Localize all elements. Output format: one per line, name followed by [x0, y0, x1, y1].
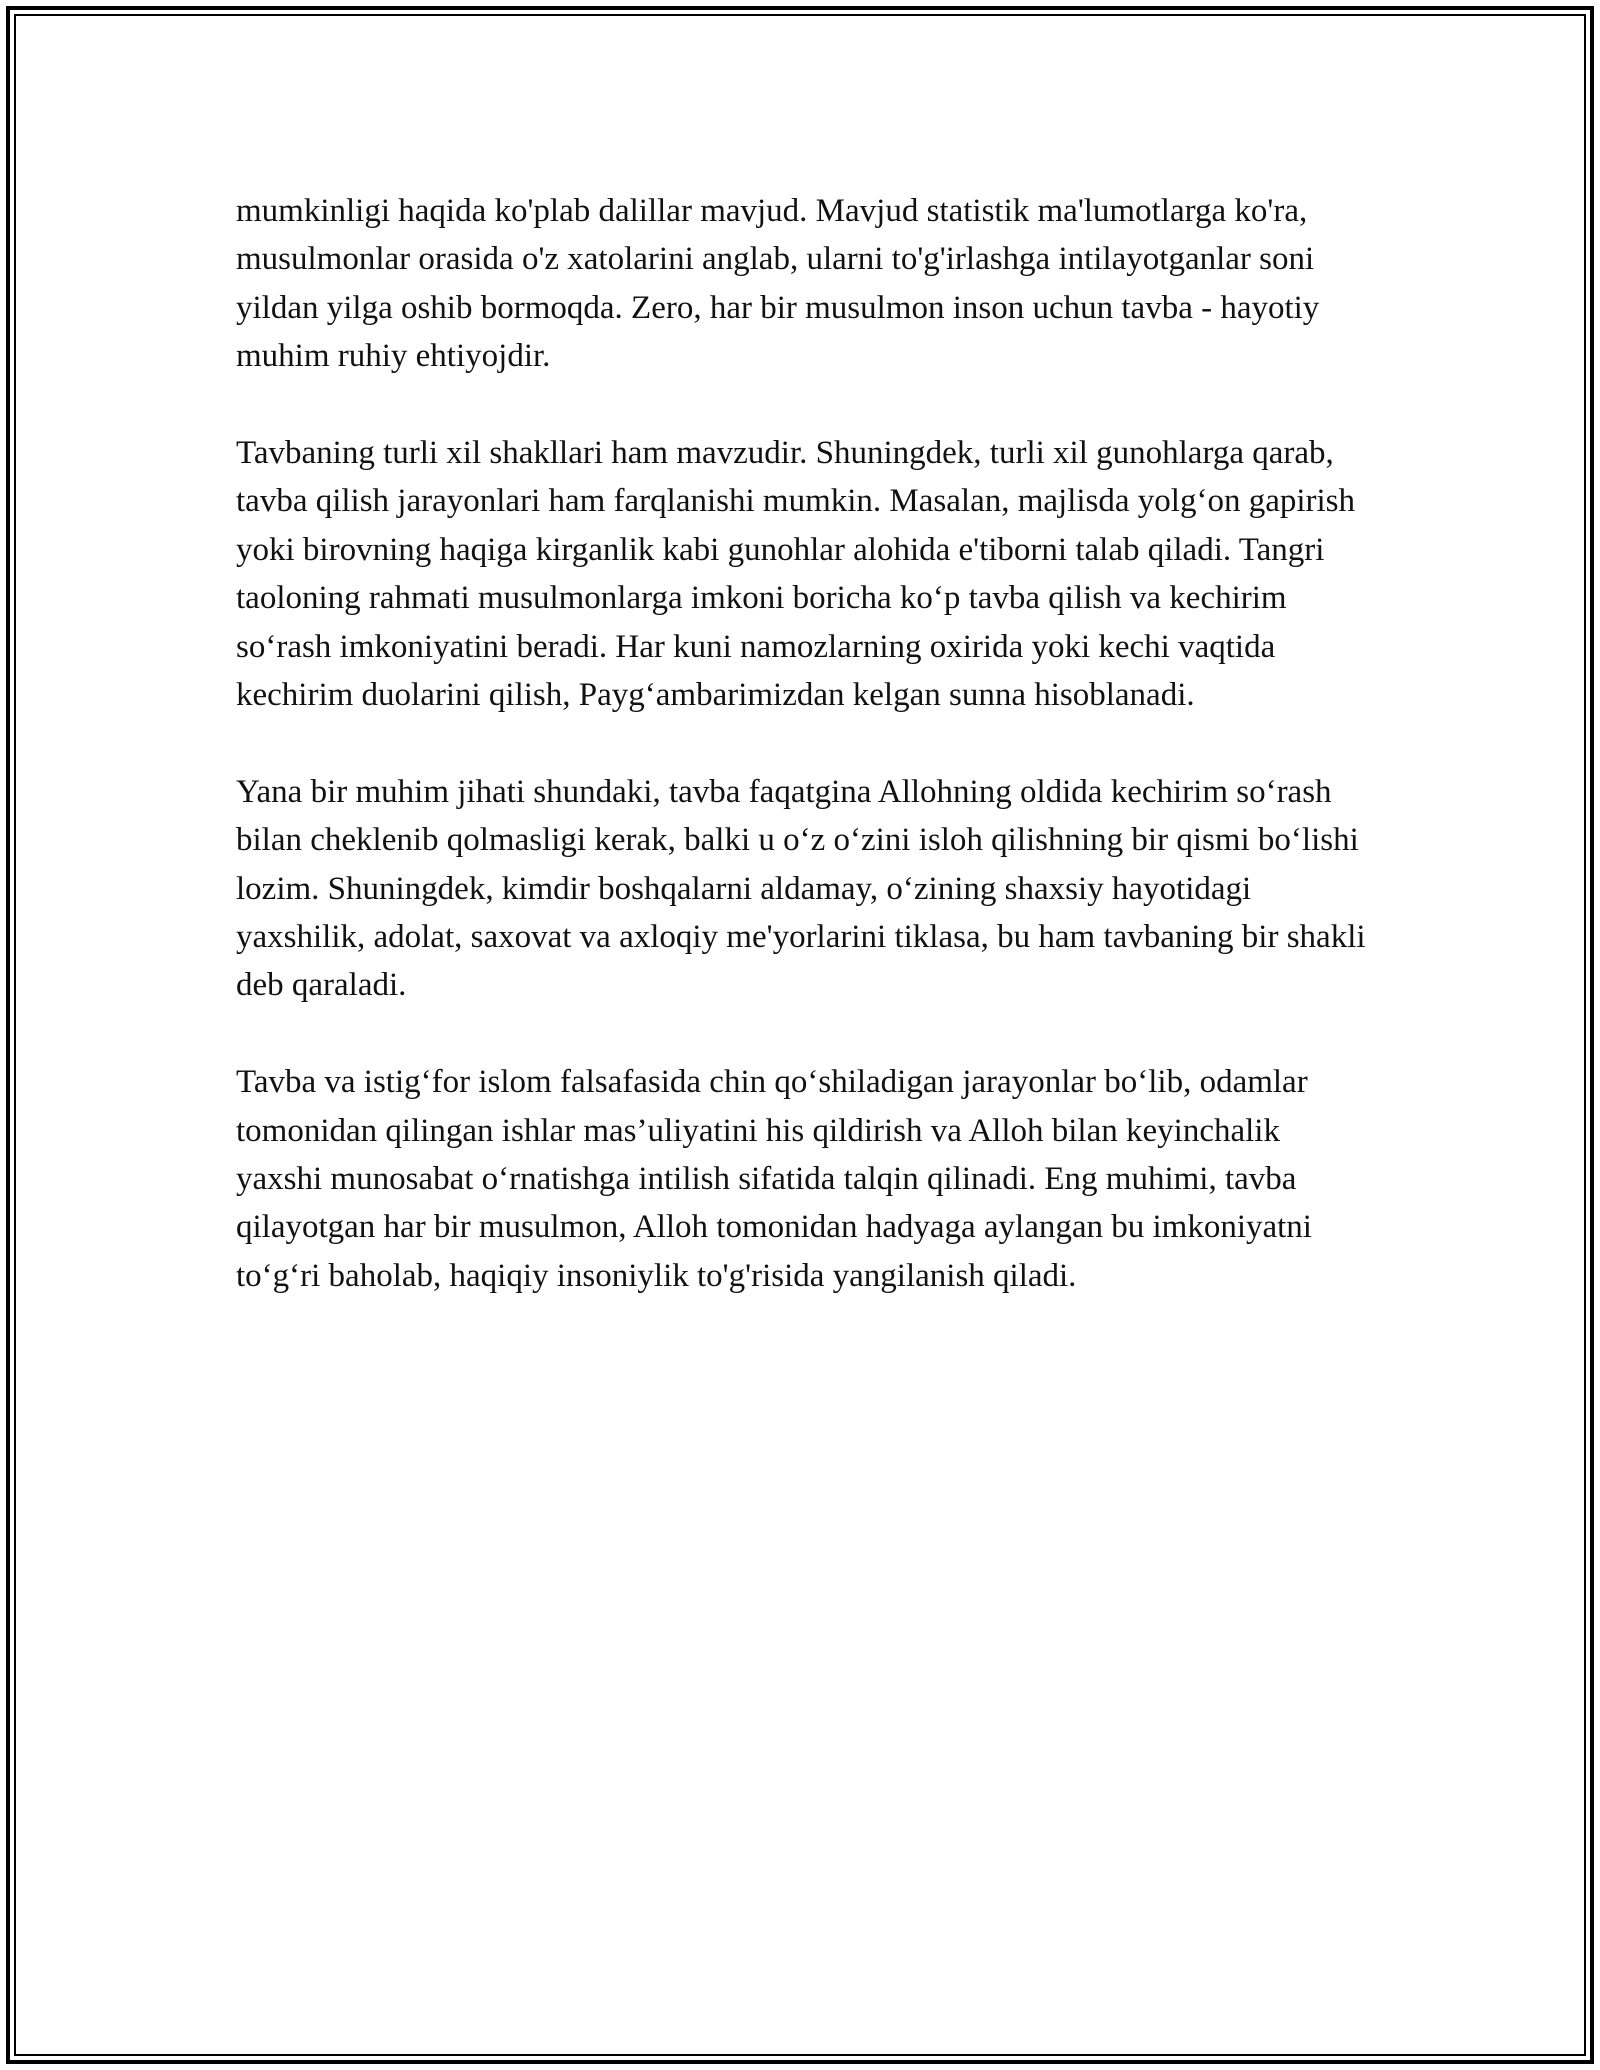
- paragraph-3: Yana bir muhim jihati shundaki, tavba faqatgina Allohning oldida kechirim so‘rash bilan cheklenib qolmasligi kerak, balki u o‘z o‘zini isloh qilishning bir qismi bo‘lishi lozim. Shuningdek, kimdir boshqalarni aldamay, o‘zining shaxsiy hayotidagi yaxshilik, adolat, saxovat va axloqiy me'yorlarini tiklasa, bu ham tavbaning bir shakli deb qaraladi.: [236, 773, 1366, 1004]
- document-body: [236, 187, 1366, 1349]
- paragraph-2: Tavbaning turli xil shakllari ham mavzudir. Shuningdek, turli xil gunohlarga qarab, tavba qilish jarayonlari ham farqlanishi mumkin. Masalan, majlisda yolg‘on gapirish yoki birovning haqiga kirganlik kabi gunohlar alohida e'tiborni talab qiladi. Tangri taoloning rahmati musulmonlarga imkoni boricha ko‘p tavba qilish va kechirim so‘rash imkoniyatini beradi. Har kuni namozlarning oxirida yoki kechi vaqtida kechirim duolarini qilish, Payg‘ambarimizdan kelgan sunna hisoblanadi.: [236, 435, 1356, 714]
- paragraph-1: mumkinligi haqida ko'plab dalillar mavjud. Mavjud statistik ma'lumotlarga ko'ra, musulmonlar orasida o'z xatolarini anglab, ularni to'g'irlashga intilayotganlar soni yildan yilga oshib bormoqda. Zero, har bir musulmon inson uchun tavba - hayotiy muhim ruhiy ehtiyojdir.: [236, 193, 1320, 375]
- paragraph-4: Tavba va istig‘for islom falsafasida chin qo‘shiladigan jarayonlar bo‘lib, odamlar tomonidan qilingan ishlar mas’uliyatini his qildirish va Alloh bilan keyinchalik yaxshi munosabat o‘rnatishga intilish sifatida talqin qilinadi. Eng muhimi, tavba qilayotgan har bir musulmon, Alloh tomonidan hadyaga aylangan bu imkoniyatni to‘g‘ri baholab, haqiqiy insoniylik to'g'risida yangilanish qiladi.: [236, 1064, 1312, 1294]
